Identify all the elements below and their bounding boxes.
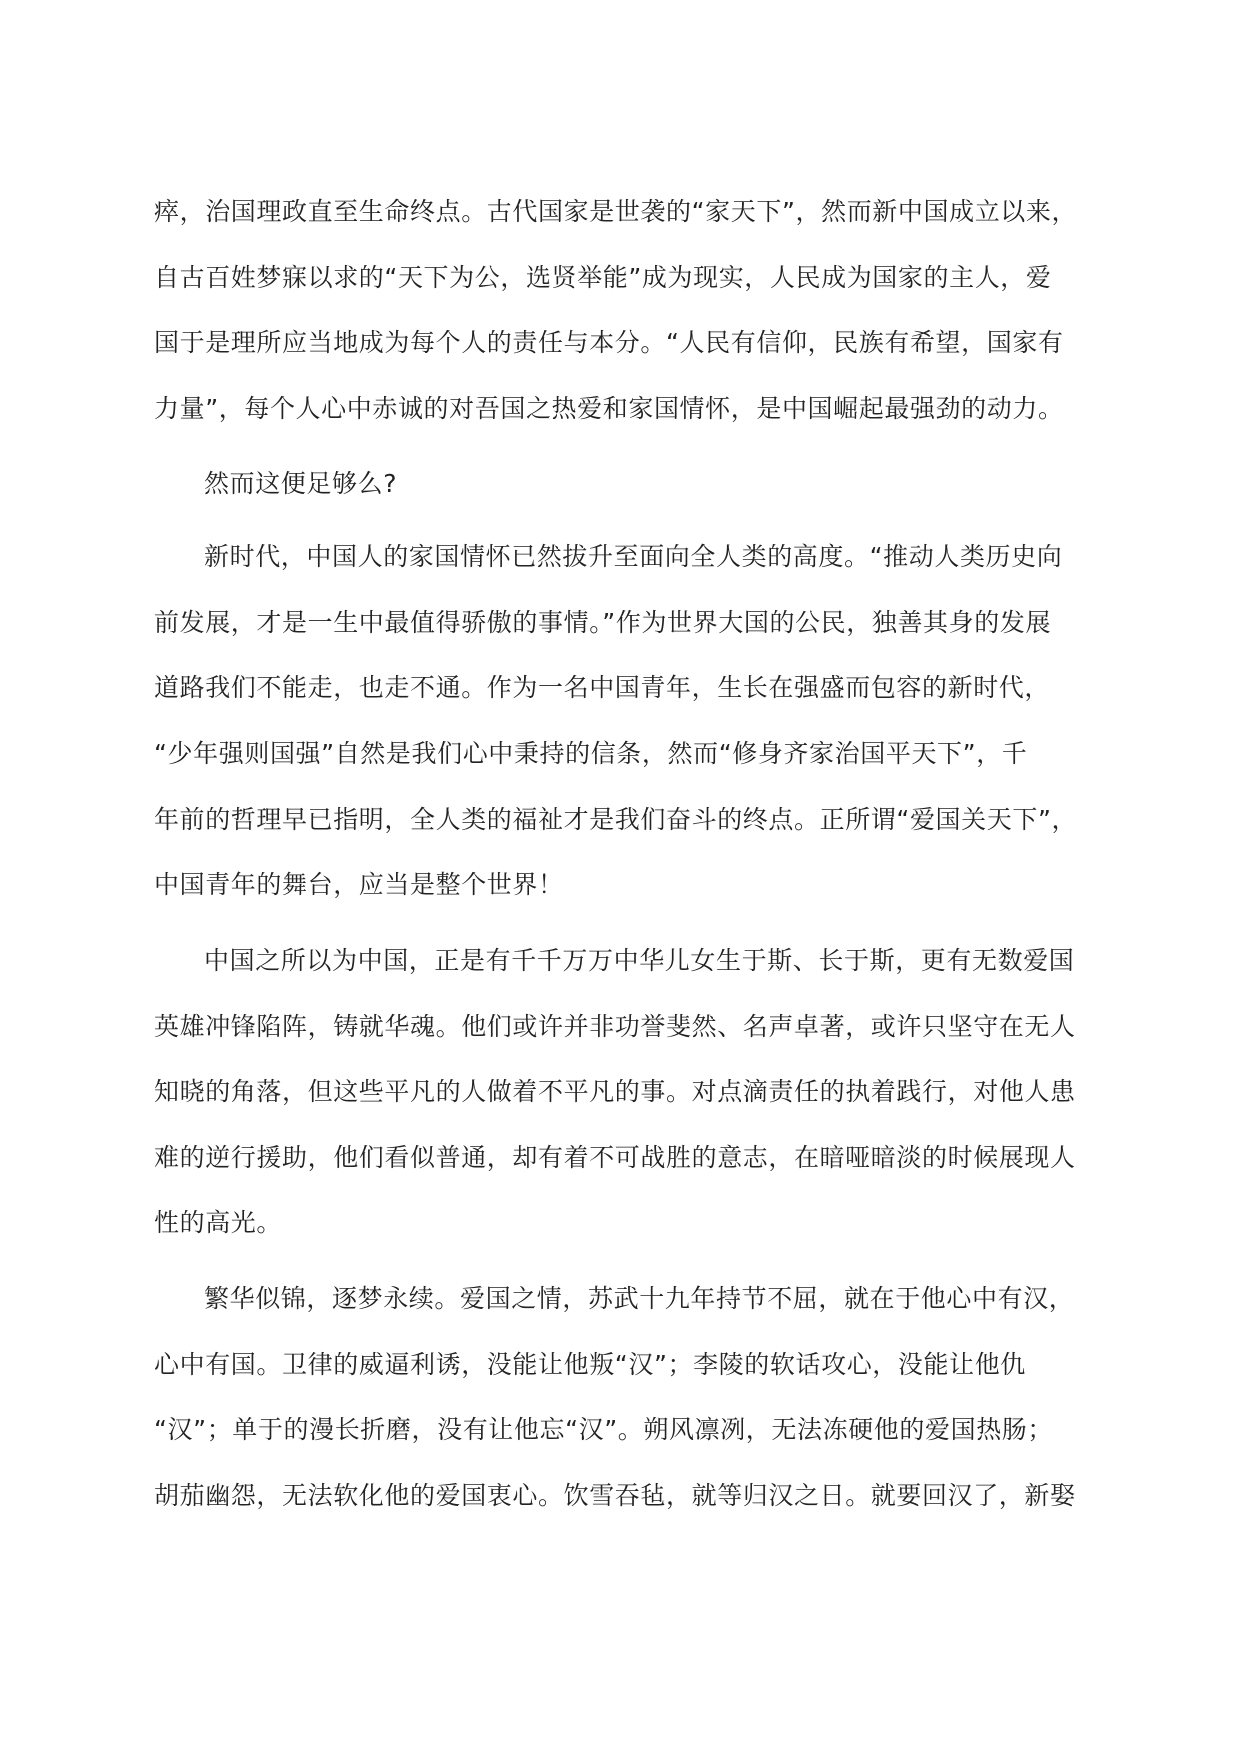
text-line: 繁华似锦，逐梦永续。爱国之情，苏武十九年持节不屈，就在于他心中有汉， xyxy=(204,1284,1075,1313)
text-line: 道路我们不能走，也走不通。作为一名中国青年，生长在强盛而包容的新时代， xyxy=(154,673,1051,702)
text-line: 英雄冲锋陷阵，铸就华魂。他们或许并非功誉斐然、名声卓著，或许只坚守在无人 xyxy=(154,1012,1076,1041)
text-line: 新时代，中国人的家国情怀已然拔升至面向全人类的高度。“推动人类历史向 xyxy=(204,542,1063,571)
text-line: 自古百姓梦寐以求的“天下为公，选贤举能”成为现实，人民成为国家的主人，爱 xyxy=(154,263,1052,292)
text-line: 中国青年的舞台，应当是整个世界！ xyxy=(154,870,564,899)
text-line: 力量”，每个人心中赤诚的对吾国之热爱和家国情怀，是中国崛起最强劲的动力。 xyxy=(154,394,1064,423)
text-line: 国于是理所应当地成为每个人的责任与本分。“人民有信仰，民族有希望，国家有 xyxy=(154,328,1064,357)
text-line: 知晓的角落，但这些平凡的人做着不平凡的事。对点滴责任的执着践行，对他人患 xyxy=(154,1077,1076,1106)
text-line: 前发展，才是一生中最值得骄傲的事情。”作为世界大国的公民，独善其身的发展 xyxy=(154,608,1052,637)
text-line: 瘁，治国理政直至生命终点。古代国家是世袭的“家天下”，然而新中国成立以来， xyxy=(154,197,1078,226)
text-line: “少年强则国强”自然是我们心中秉持的信条，然而“修身齐家治国平天下”，千 xyxy=(154,739,1028,768)
text-line: 心中有国。卫律的威逼利诱，没能让他叛“汉”；李陵的软话攻心，没能让他仇 xyxy=(154,1350,1026,1379)
text-line: 难的逆行援助，他们看似普通，却有着不可战胜的意志，在暗哑暗淡的时候展现人 xyxy=(154,1143,1076,1172)
text-line: 年前的哲理早已指明，全人类的福祉才是我们奋斗的终点。正所谓“爱国关天下”， xyxy=(154,805,1078,834)
text-line: 胡茄幽怨，无法软化他的爱国衷心。饮雪吞毡，就等归汉之日。就要回汉了，新娶 xyxy=(154,1481,1076,1510)
text-line: 然而这便足够么? xyxy=(204,469,398,498)
text-line: 性的高光。 xyxy=(154,1208,283,1237)
text-line: “汉”；单于的漫长折磨，没有让他忘“汉”。朔风凛冽，无法冻硬他的爱国热肠； xyxy=(154,1415,1054,1444)
text-line: 中国之所以为中国，正是有千千万万中华儿女生于斯、长于斯，更有无数爱国 xyxy=(204,946,1075,975)
